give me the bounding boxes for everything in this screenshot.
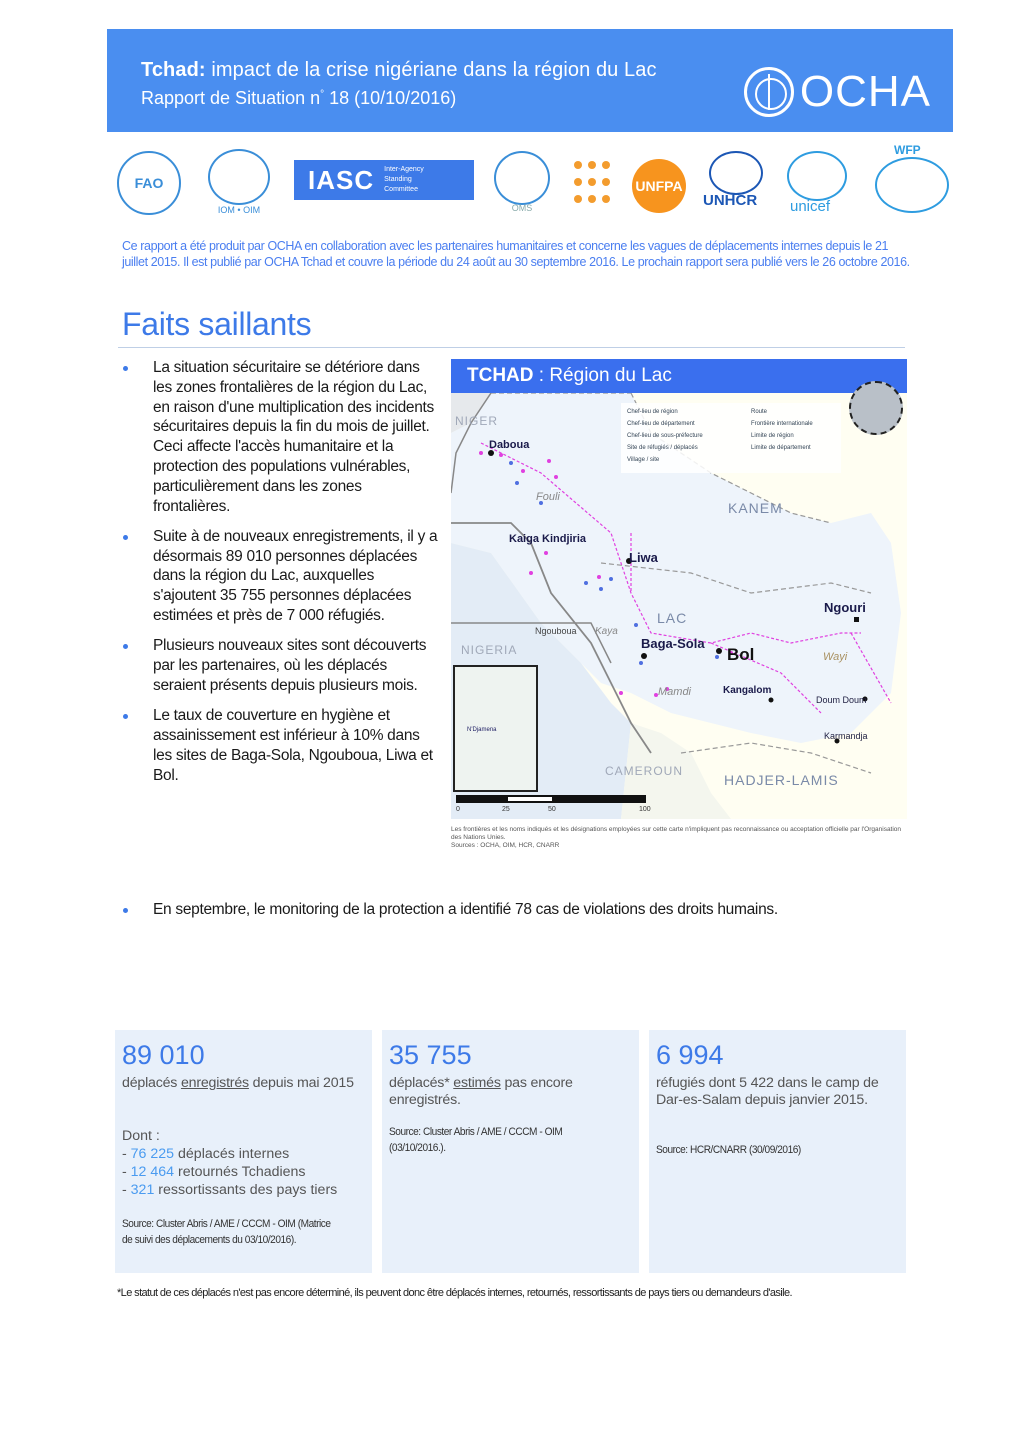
- desc-underlined: enregistrés: [180, 1075, 249, 1091]
- breakdown-item: - 76 225 déplacés internes: [122, 1146, 290, 1162]
- map-label-kaiga-kindjiria: Kaiga Kindjiria: [509, 533, 587, 545]
- desc-post: depuis mai 2015: [248, 1075, 354, 1091]
- map-label-ngouri: Ngouri: [824, 600, 866, 615]
- map-label-ndjamena: N'Djamena: [467, 727, 497, 733]
- map-note-text: Les frontières et les noms indiqués et les désignations employées sur cette carte n'impliquent pas reconnaissance ou acceptation officielle par l'Organisation des Nations Unies.: [451, 826, 902, 841]
- highlights-list: [120, 358, 440, 796]
- legend-item: Route: [751, 409, 768, 415]
- map-label-cameroun: CAMEROUN: [605, 764, 684, 778]
- stat-source: Source: Cluster Abris / AME / CCCM - OIM (03/10/2016.).: [389, 1126, 563, 1154]
- highlight-item: Le taux de couverture en hygiène et assainissement est inférieur à 10% dans les sites de Baga-Sola, Ngouboua, Liwa et Bol.: [120, 706, 440, 785]
- breakdown-label: Dont :: [122, 1128, 160, 1144]
- report-title: [141, 59, 657, 82]
- map-label-liwa: Liwa: [629, 550, 658, 565]
- iom-caption: IOM • OIM: [217, 205, 261, 215]
- iasc-sub: Inter-Agency Standing Committee: [384, 166, 424, 193]
- map-label-nigeria: NIGERIA: [461, 643, 518, 657]
- breakdown-list: [122, 1127, 337, 1199]
- scale-tick: 50: [548, 806, 556, 813]
- scale-bar: [456, 795, 646, 803]
- globe-locator-icon: [849, 381, 903, 435]
- map-label-kanem: KANEM: [728, 500, 783, 516]
- iasc-label: IASC: [308, 164, 375, 195]
- legend-item: Chef-lieu de région: [627, 409, 678, 415]
- stat-description: réfugiés dont 5 422 dans le camp de Dar-es-Salam depuis janvier 2015.: [656, 1075, 879, 1108]
- breakdown-value: 76 225: [130, 1146, 175, 1162]
- map-label-ngouboua: Ngouboua: [535, 626, 577, 636]
- stat-card-refugees: [649, 1030, 906, 1273]
- map-title: [451, 359, 907, 393]
- unfpa-dots-icon: [574, 161, 614, 207]
- stat-description: [122, 1075, 362, 1092]
- breakdown-value: 321: [130, 1182, 155, 1198]
- scale-tick: 0: [456, 806, 460, 813]
- breakdown-item: - 321 ressortissants des pays tiers: [122, 1182, 338, 1198]
- unfpa-label: UNFPA: [635, 178, 683, 194]
- map-label-wayi: Wayi: [823, 651, 848, 663]
- map-label-karmandja: Karmandja: [824, 731, 868, 741]
- oms-caption: OMS: [511, 203, 533, 213]
- map-legend: [621, 403, 841, 473]
- footnote: *Le statut de ces déplacés n'est pas encore déterminé, ils peuvent donc être déplacés internes, retournés, ressortissants de pays tiers ou demandeurs d'asile.: [117, 1287, 792, 1299]
- highlight-item: En septembre, le monitoring de la protection a identifié 78 cas de violations des droits humains.: [120, 900, 920, 920]
- map-label-fouli: Fouli: [536, 491, 560, 503]
- legend-item: Site de réfugiés / déplacés: [627, 445, 698, 451]
- stat-source: Source: Cluster Abris / AME / CCCM - OIM (Matrice de suivi des déplacements du 03/10/2016).: [122, 1218, 331, 1246]
- report-subtitle: [141, 88, 456, 109]
- legend-item: Chef-lieu de département: [627, 421, 695, 427]
- scale-tick: 25: [502, 806, 510, 813]
- section-heading: Faits saillants: [122, 306, 312, 342]
- who-logo-icon: [494, 151, 550, 205]
- map-label-niger: NIGER: [455, 414, 499, 428]
- iasc-logo: [294, 160, 474, 200]
- map-disclaimer: [451, 826, 907, 850]
- scale-tick: 100: [639, 806, 651, 813]
- stat-description: [389, 1075, 629, 1109]
- map-label-kaya: Kaya: [595, 626, 618, 637]
- map-label-baga-sola: Baga-Sola: [641, 636, 705, 651]
- legend-item: Chef-lieu de sous-préfecture: [627, 433, 703, 439]
- desc-post: pas encore enregistrés.: [389, 1075, 573, 1108]
- un-emblem-icon: [744, 67, 794, 117]
- map-label-kangalom: Kangalom: [723, 685, 772, 696]
- heading-divider: [118, 347, 905, 348]
- stat-number: 6 994: [656, 1040, 724, 1070]
- desc-pre: déplacés*: [389, 1075, 454, 1091]
- stat-source: Source: HCR/CNARR (30/09/2016): [656, 1144, 801, 1156]
- map-title-region: : Région du Lac: [533, 365, 672, 386]
- map-label-lac: LAC: [657, 610, 688, 626]
- partner-logos: [107, 143, 953, 221]
- iom-logo-icon: [208, 149, 270, 205]
- ocha-wordmark: OCHA: [799, 67, 931, 116]
- breakdown-text: retournés Tchadiens: [174, 1164, 306, 1180]
- desc-pre: déplacés: [122, 1075, 181, 1091]
- region-map: [451, 359, 907, 819]
- highlight-item: Suite à de nouveaux enregistrements, il y a désormais 89 010 personnes déplacées dans la région du Lac, auxquelles s'ajoutent 35 755 personnes déplacées estimées et près de 7 000 réfugiés.: [120, 527, 440, 626]
- unicef-label: unicef: [790, 198, 831, 215]
- unhcr-emblem-icon: [709, 151, 763, 195]
- intro-paragraph: Ce rapport a été produit par OCHA en collaboration avec les partenaires humanitaires et concerne les vagues de déplacements internes depuis le 21 juillet 2015. Il est publié par OCHA Tchad et couvre la période du 24 août au 30 septembre 2016. Le prochain rapport sera publié vers le 26 octobre 2016.: [122, 239, 910, 269]
- map-label-bol: Bol: [727, 645, 755, 664]
- unicef-emblem-icon: [787, 151, 847, 201]
- map-label-hadjer-lamis: HADJER-LAMIS: [724, 772, 839, 788]
- stat-number: 89 010: [122, 1040, 205, 1070]
- desc-underlined: estimés: [453, 1075, 501, 1091]
- legend-item: Limite de département: [751, 445, 811, 451]
- map-title-country: TCHAD: [467, 365, 534, 386]
- subtitle-pre: Rapport de Situation n: [141, 88, 321, 108]
- map-label-daboua: Daboua: [489, 439, 530, 451]
- wfp-emblem-icon: [875, 157, 949, 213]
- subtitle-sup: °: [320, 89, 325, 100]
- legend-item: Village / site: [627, 457, 660, 463]
- map-source: Sources : OCHA, OIM, HCR, CNARR: [451, 842, 560, 849]
- map-label-doum-doum: Doum Doum: [816, 695, 867, 705]
- unhcr-label: UNHCR: [703, 192, 758, 209]
- highlight-item: Plusieurs nouveaux sites sont découverts par les partenaires, où les déplacés seraient présents depuis plusieurs mois.: [120, 636, 440, 695]
- chad-inset-map: [453, 665, 538, 792]
- unfpa-logo: [632, 159, 686, 213]
- ocha-logo: [744, 67, 931, 117]
- breakdown-item: - 12 464 retournés Tchadiens: [122, 1164, 306, 1180]
- stat-card-registered: [115, 1030, 372, 1273]
- fao-logo-icon: [117, 151, 181, 215]
- stat-card-estimated: [382, 1030, 639, 1273]
- legend-item: Limite de région: [751, 433, 794, 439]
- stat-number: 35 755: [389, 1040, 472, 1070]
- highlight-item: La situation sécuritaire se détériore dans les zones frontalières de la région du Lac, en raison d'une multiplication des incidents sécuritaires depuis la fin du mois de juillet. Ceci affecte l'accès humanitaire et la protection des populations vulnérables, particulièrement dans les zones frontalières.: [120, 358, 440, 516]
- breakdown-text: déplacés internes: [174, 1146, 290, 1162]
- wfp-label: WFP: [894, 143, 921, 157]
- subtitle-post: 18 (10/10/2016): [324, 88, 457, 108]
- map-label-mamdi: Mamdi: [658, 686, 692, 698]
- breakdown-value: 12 464: [130, 1164, 175, 1180]
- legend-item: Frontière internationale: [751, 421, 813, 427]
- breakdown-text: ressortissants des pays tiers: [154, 1182, 338, 1198]
- title-country: Tchad:: [141, 59, 206, 81]
- report-banner: [107, 29, 953, 132]
- title-text: impact de la crise nigériane dans la région du Lac: [205, 59, 657, 81]
- fao-label: FAO: [134, 175, 164, 191]
